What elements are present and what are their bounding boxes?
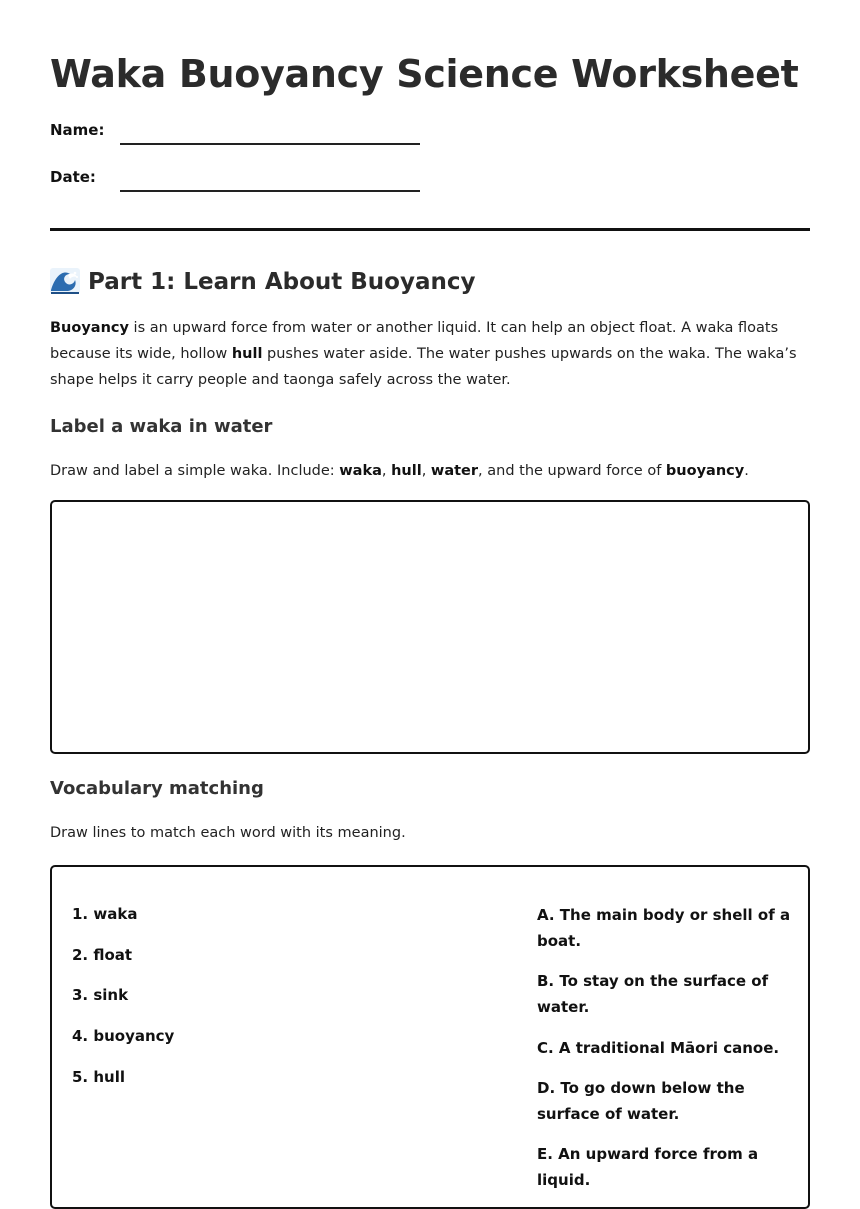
term-buoyancy: Buoyancy: [50, 320, 129, 336]
term-buoyancy-instr: buoyancy: [665, 463, 745, 479]
date-line: [120, 190, 420, 192]
label-waka-heading: Label a waka in water: [50, 416, 273, 437]
instruction-text-2: , and the upward force of: [478, 463, 666, 479]
vocab-definition: C. A traditional Māori canoe.: [537, 1039, 780, 1057]
buoyancy-paragraph: [50, 315, 815, 393]
vocab-word: 1. waka: [72, 905, 138, 923]
paragraph-text-2: pushes water aside. The water pushes upwards on the waka. The waka’s shape helps it carry people and taonga safely across the water.: [50, 346, 797, 388]
vocab-word: 5. hull: [72, 1068, 125, 1086]
vocab-definition: B. To stay on the surface of water.: [537, 972, 769, 1016]
worksheet-title: Waka Buoyancy Science Worksheet: [50, 52, 799, 96]
instruction-sep-2: ,: [421, 463, 431, 479]
term-waka: waka: [339, 463, 382, 479]
instruction-text-1: Draw and label a simple waka. Include:: [50, 463, 340, 479]
part1-heading-text: Part 1: Learn About Buoyancy: [88, 269, 476, 295]
date-label: Date:: [50, 168, 96, 186]
vocab-instruction: Draw lines to match each word with its meaning.: [50, 825, 406, 841]
wave-icon: [50, 268, 80, 305]
instruction-sep-1: ,: [381, 463, 392, 479]
paragraph-text-1: is an upward force from water or another liquid. It can help an object float. A waka floats because its wide, hollow: [50, 320, 779, 362]
vocab-word: 2. float: [72, 946, 133, 964]
vocab-definition: E. An upward force from a liquid.: [537, 1145, 759, 1189]
header-divider: [50, 228, 810, 231]
label-instruction: [50, 459, 749, 483]
name-line: [120, 143, 420, 145]
term-water: water: [430, 463, 479, 479]
term-hull-instr: hull: [391, 463, 422, 479]
vocab-definition: A. The main body or shell of a boat.: [537, 906, 791, 950]
vocab-word: 4. buoyancy: [72, 1027, 175, 1045]
vocab-heading: Vocabulary matching: [50, 778, 264, 799]
instruction-text-3: .: [744, 463, 749, 479]
drawing-box[interactable]: [50, 500, 810, 754]
part1-heading: [50, 264, 475, 305]
name-label: Name:: [50, 121, 105, 139]
vocab-definition: D. To go down below the surface of water.: [537, 1079, 745, 1123]
vocab-word: 3. sink: [72, 986, 129, 1004]
term-hull: hull: [231, 346, 263, 362]
